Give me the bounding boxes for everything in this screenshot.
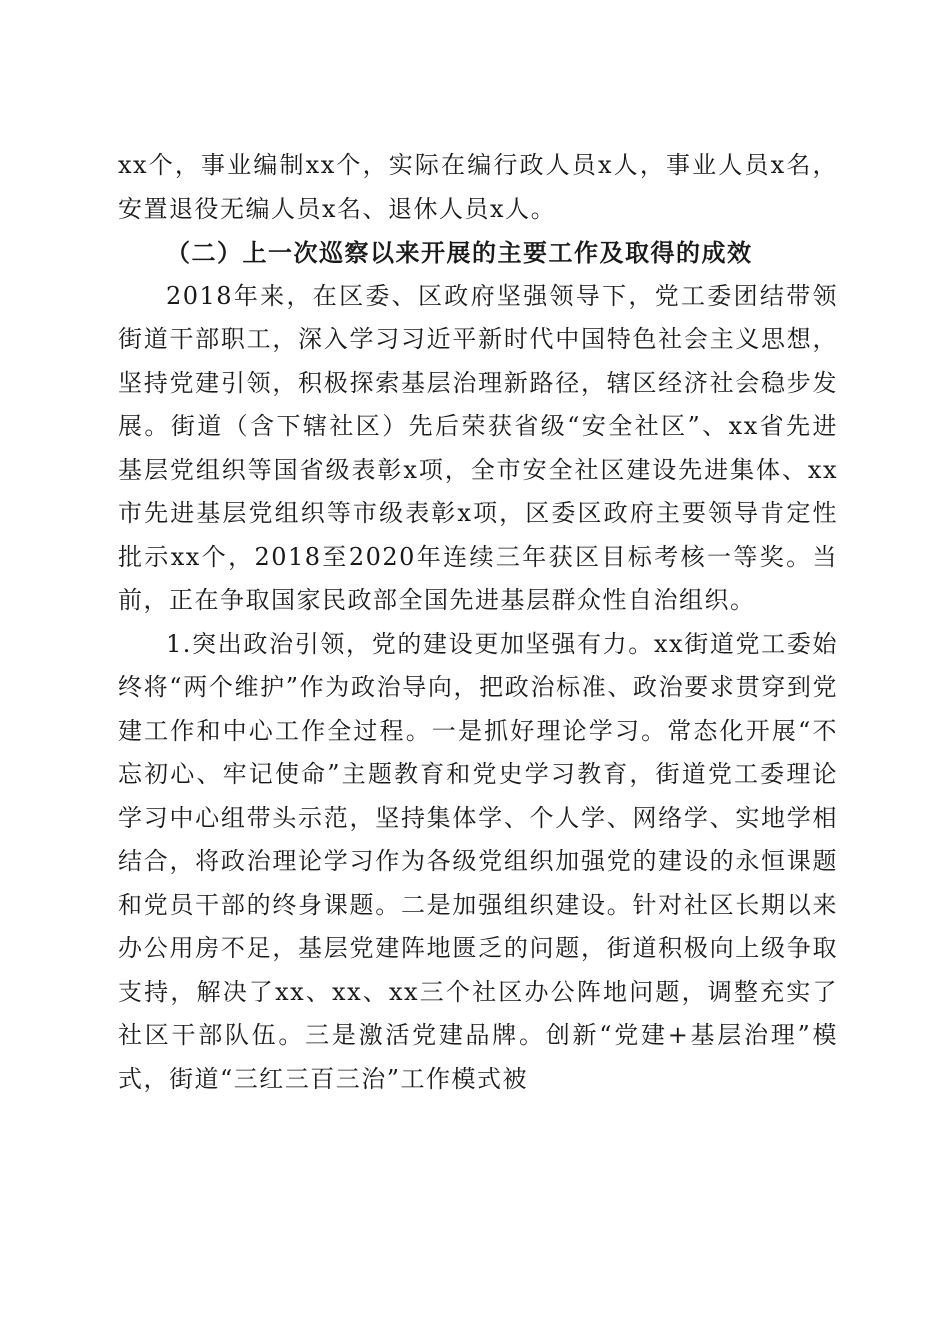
- paragraph-overview: 2018年来，在区委、区政府坚强领导下，党工委团结带领街道干部职工，深入学习习近平新时代中国特色社会主义思想，坚持党建引领，积极探索基层治理新路径，辖区经济社会稳步发展。街道（含下辖社区）先后荣获省级“安全社区”、xx省先进基层党组织等国省级表彰x项，全市安全社区建设先进集体、xx市先进基层党组织等市级表彰x项，区委区政府主要领导肯定性批示xx个，2018至2020年连续三年获区目标考核一等奖。当前，正在争取国家民政部全国先进基层群众性自治组织。: [118, 281, 838, 614]
- paragraph-staffing: xx个，事业编制xx个，实际在编行政人员x人，事业人员x名，安置退役无编人员x名、退休人员x人。: [118, 151, 838, 223]
- paragraph-political-leadership: 1.突出政治引领，党的建设更加坚强有力。xx街道党工委始终将“两个维护”作为政治导向，把政治标准、政治要求贯穿到党建工作和中心工作全过程。一是抓好理论学习。常态化开展“不忘初心、牢记使命”主题教育和党史学习教育，街道党工委理论学习中心组带头示范，坚持集体学、个人学、网络学、实地学相结合，将政治理论学习作为各级党组织加强党的建设的永恒课题和党员干部的终身课题。二是加强组织建设。针对社区长期以来办公用房不足，基层党建阵地匮乏的问题，街道积极向上级争取支持，解决了xx、xx、xx三个社区办公阵地问题，调整充实了社区干部队伍。三是激活党建品牌。创新“党建+基层治理”模式，街道“三红三百三治”工作模式被: [118, 629, 838, 1093]
- section-heading: （二）上一次巡察以来开展的主要工作及取得的成效: [166, 238, 753, 267]
- document-body: [118, 144, 838, 1101]
